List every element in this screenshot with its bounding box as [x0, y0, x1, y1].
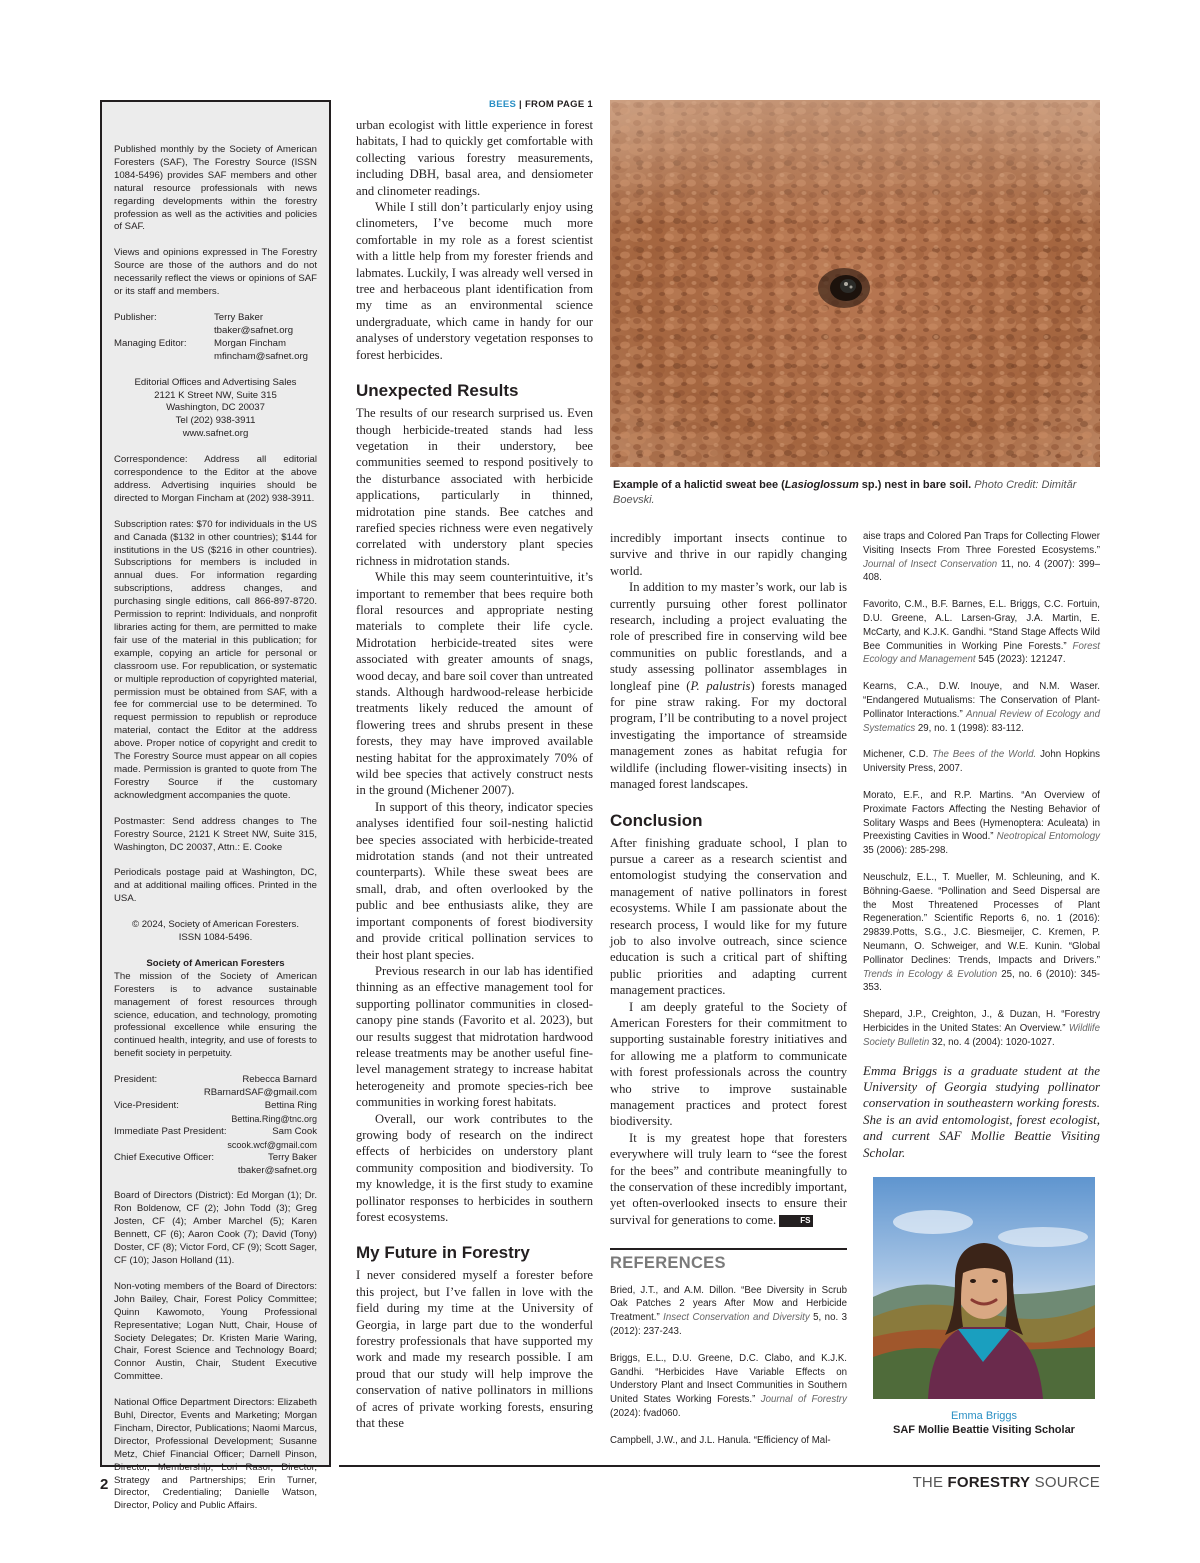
- offices-city: Washington, DC 20037: [166, 402, 265, 414]
- references-heading: REFERENCES: [610, 1248, 847, 1271]
- reference-item: Briggs, E.L., D.U. Greene, D.C. Clabo, and K.J.K. Gandhi. “Herbicides Have Variable Effects on Understory Plant and Insect Communities in Southern United States Working Forests.” Journal of Forestry (2024): fvad060.: [610, 1352, 847, 1420]
- caption-text-end: sp.) nest in bare soil.: [858, 479, 972, 491]
- soil-photo-illustration: [610, 100, 1100, 467]
- reference-item: aise traps and Colored Pan Traps for Collecting Flower Visiting Insects From Three Forested Ecosystems.” Journal of Insect Conservation 11, no. 4 (2007): 399–408.: [863, 531, 1100, 584]
- author-portrait: [873, 1177, 1095, 1399]
- article-paragraph: In support of this theory, indicator species analyses identified four soil-nesting halictid bee species associated with herbicide-treated midrotation stands (and not their untreated counterparts). While these sweat bees are small, drab, and often overlooked by the public and bee enthusiasts alike, they are important components of forest biodiversity and provide critical pollination services to their host plant species.: [356, 799, 593, 962]
- article-paragraph: In addition to my master’s work, our lab is currently pursuing other forest pollinator research, including a project evaluating the role of prescribed fire in conserving wild bee communities on public forestlands, and a study assessing pollinator assemblages in longleaf pine (P. palustris) forests managed for pine straw raking. For my doctoral program, I’ll be contributing to a novel project investigating the importance of streamside management zones as habitat refugia for wildlife (including flower-visiting insects) in managed forest landscapes.: [610, 580, 847, 792]
- past-president-name: Sam Cook: [272, 1125, 317, 1137]
- ceo-label: Chief Executive Officer:: [114, 1151, 215, 1163]
- saf-officers: [114, 1074, 317, 1177]
- caption-text: Example of a halictid sweat bee (: [613, 479, 785, 491]
- offices-street: 2121 K Street NW, Suite 315: [154, 389, 277, 401]
- saf-mission: The mission of the Society of American Foresters is to advance sustainable management of forest resources through science, education, and technology, promoting professional excellence while ensuring the continued health, integrity, and use of forests to benefit society in perpetuity.: [114, 970, 317, 1060]
- photo-caption: [613, 478, 1101, 507]
- article-column-2: [610, 530, 847, 1460]
- board-of-directors: Board of Directors (District): Ed Morgan (1); Dr. Ron Boldenow, CF (2); John Todd (3); Greg Josten, CF (4); Amber Marchel (5); Karen Bennett, CF (6); Aaron Cook (7); David (Tony) Doster, CF (8); Victor Ford, CF (9); Scott Sager, CF (10); Jason Holland (11).: [114, 1190, 317, 1266]
- past-president-email: scook.wcf@gmail.com: [227, 1139, 317, 1150]
- president-email: RBarnardSAF@gmail.com: [203, 1087, 317, 1099]
- article-paragraph: The results of our research surprised us. Even though herbicide-treated stands had less vegetation in their understory, bee communities seemed to respond positively to the disturbance associated with herbicide applications, particularly in thinned, midrotation pine stands. Bee catches and rarefied species richness were even negatively correlated with understory plant species richness in midrotation stands.: [356, 406, 593, 568]
- offices-tel: Tel (202) 938-3911: [175, 415, 256, 427]
- article-paragraph: I am deeply grateful to the Society of American Foresters for their commitment to supporting sustainable forestry initiatives and for allowing me a platform to communicate with forest professionals across the country who strive to improve sustainable management practices and protect forest biodiversity.: [610, 999, 847, 1129]
- vp-email: Bettina.Ring@tnc.org: [231, 1113, 317, 1124]
- bee-nest-photo: [610, 100, 1100, 467]
- masthead-periodicals: Periodicals postage paid at Washington, DC, and at additional mailing offices. Printed in the USA.: [114, 867, 317, 905]
- ceo-email: tbaker@safnet.org: [237, 1164, 317, 1176]
- references-column: [863, 530, 1100, 1170]
- heading-my-future-in-forestry: My Future in Forestry: [356, 1243, 530, 1263]
- caption-species: Lasioglossum: [784, 479, 859, 491]
- article-paragraph: It is my greatest hope that foresters everywhere will truly learn to “see the forest for the bees” and contribute meaningfully to the conservation of these incredibly important, yet often-overlooked insects to ensure their survival for generations to come. FS: [610, 1130, 847, 1227]
- footer-divider: [339, 1465, 1100, 1467]
- ceo-name: Terry Baker: [267, 1151, 317, 1163]
- publisher-name: Terry Baker: [214, 311, 264, 323]
- masthead-intro: Published monthly by the Society of American Foresters (SAF), The Forestry Source (ISSN 1084-5496) provides SAF members and other natural resource professionals with news regarding developments within the forestry profession as well as the activities and policies of SAF.: [114, 144, 317, 233]
- author-bio: Emma Briggs is a graduate student at the University of Georgia studying pollinator conservation in southeastern working forests. She is an avid entomologist, forest ecologist, and current SAF Mollie Beattie Visiting Scholar.: [863, 1062, 1100, 1160]
- end-of-story-mark: FS: [779, 1215, 812, 1227]
- masthead-subscriptions: Subscription rates: $70 for individuals in the US and Canada ($132 in other countries); $144 for institutions in the US ($216 in other countries). Subscriptions for members is included in annual dues. For information regarding subscriptions, address changes, and purchasing single editions, call 866-897-8720. Permission to reprint: Individuals, and nonprofit libraries acting for them, are permitted to make fair use of the material in this publication; for example, copying an article for personal or classroom use. For republication, or systematic or multiple reproduction of copyrighted material, permission must be obtained from SAF, with a fee for commercial use to be determined. To request permission to republish or reproduce material, contact the Editor at the address above. Proper notice of copyright and credit to The Forestry Source must appear on all copies made. Permission is granted to quote from The Forestry Source if the customary acknowledgment accompanies the quote.: [114, 518, 317, 801]
- national-office-directors: National Office Department Directors: Elizabeth Buhl, Director, Events and Marketing; Morgan Fincham, Director, Publications; Naomi Marcus, Director, Professional Development; Susanne Metz, Chief Financial Officer; Darnell Pinson, Director, Membership; Lori Rasor, Director, Strategy and Partnerships; Erin Turner, Director, Credentialing; Danielle Watson, Director, Policy and Public Affairs.: [114, 1397, 317, 1512]
- reference-item: Michener, C.D. The Bees of the World. John Hopkins University Press, 2007.: [863, 749, 1101, 775]
- article-paragraph: After finishing graduate school, I plan to pursue a career as a research scientist and entomologist studying the conservation and management of native pollinators in forest ecosystems. While I am passionate about the research process, I would like for my future job to also involve outreach, since science education is such a critical part of shifting public priorities and adapting current management practices.: [610, 835, 847, 998]
- president-label: President:: [114, 1074, 158, 1086]
- publication-name: THE FORESTRY SOURCE: [912, 1474, 1100, 1491]
- offices-title: Editorial Offices and Advertising Sales: [134, 376, 297, 388]
- continued-from-label: [430, 99, 593, 110]
- reference-item: Neuschulz, E.L., T. Mueller, M. Schleuning, and K. Böhning-Gaese. “Pollination and Seed Dispersal are the Most Threatened Processes of Plant Regeneration.” Scientific Reports 6, no. 1 (2016): 29839.Potts, S.G., J.C. Biesmeijer, C. Kremen, P. Neumann, O. Schweiger, and W.E. Kunin. “Global Pollinator Declines: Trends, Impacts and Drivers.” Trends in Ecology & Evolution 25, no. 6 (2010): 345-353.: [863, 871, 1100, 994]
- past-president-label: Immediate Past President:: [114, 1125, 227, 1137]
- reference-item: Shepard, J.P., Creighton, J., & Duzan, H. “Forestry Herbicides in the United States: An Overview.” Wildlife Society Bulletin 32, no. 4 (2004): 1020-1027.: [863, 1009, 1100, 1048]
- heading-conclusion: Conclusion: [610, 810, 703, 830]
- portrait-illustration: [873, 1177, 1095, 1399]
- continued-section: BEES: [489, 99, 517, 110]
- editorial-offices: [114, 377, 317, 442]
- publisher-label: Publisher:: [114, 311, 157, 323]
- vp-name: Bettina Ring: [264, 1100, 317, 1111]
- masthead-views: Views and opinions expressed in The Forestry Source are those of the authors and do not necessarily reflect the views or opinions of SAF or its staff and members.: [114, 247, 317, 298]
- reference-item: Campbell, J.W., and J.L. Hanula. “Efficiency of Mal-: [610, 1434, 831, 1446]
- article-paragraph: urban ecologist with little experience in forest habitats, I had to quickly get comfortable with collecting various forestry measurements, including DBH, basal area, and densiometer and clinometer readings.: [356, 118, 593, 198]
- publisher-email: tbaker@safnet.org: [214, 324, 294, 336]
- article-paragraph: I never considered myself a forester before this project, but I’ve fallen in love with the field during my time at the University of Georgia, in large part due to the wonderful forestry professionals that have supported my work and made my research possible. I am proud that our study will help improve the conservation of native pollinators in millions of acres of private working forests, ensuring that these: [356, 1268, 593, 1431]
- masthead-postmaster: Postmaster: Send address changes to The Forestry Source, 2121 K Street NW, Suite 315, Washington, DC 20037, Attn.: E. Cooke: [114, 815, 317, 853]
- offices-web: www.safnet.org: [182, 428, 249, 440]
- masthead-correspondence: Correspondence: Address all editorial correspondence to the Editor at the above address. Advertising inquiries should be directed to Morgan Fincham at (202) 938-3911.: [114, 454, 317, 504]
- article-paragraph: incredibly important insects continue to survive and thrive in our rapidly changing world.: [610, 531, 847, 578]
- editor-label: Managing Editor:: [114, 337, 187, 349]
- nonvoting-members: Non-voting members of the Board of Directors: John Bailey, Chair, Forest Policy Committee; Quinn Kawomoto, Young Professional Representative; Logan Nutt, Chair, House of Society Delegates; Dr. Kristen Marie Waring, Chair, Forest Science and Technology Board; Connor Austin, Chair, Student Executive Committee.: [114, 1280, 317, 1383]
- editor-email: mfincham@safnet.org: [214, 350, 308, 362]
- continued-page: | FROM PAGE 1: [516, 99, 593, 110]
- article-column-1: [356, 117, 593, 1447]
- article-paragraph: Previous research in our lab has identified thinning as an effective management tool for supporting pollinator communities in closed-canopy pine stands (Favorito et al. 2023), but our results suggest that midrotation hardwood release treatments may be another useful fine-level management strategy to increase habitat heterogeneity and promote species-rich bee communities in working forest habitats.: [356, 963, 593, 1110]
- editor-name: Morgan Fincham: [214, 337, 286, 349]
- copyright-line: © 2024, Society of American Foresters.: [131, 919, 300, 931]
- president-name: Rebecca Barnard: [242, 1074, 317, 1086]
- reference-item: Morato, E.F., and R.P. Martins. “An Overview of Proximate Factors Affecting the Nesting Behavior of Solitary Wasps and Bees (Hymenoptera: Aculeata) in Preexisting Cavities in Wood.” Neotropical Entomology 35 (2006): 285-298.: [863, 789, 1101, 857]
- reference-item: Bried, J.T., and A.M. Dillon. “Bee Diversity in Scrub Oak Patches 2 years After Mow and Herbicide Treatment.” Insect Conservation and Diversity 5, no. 3 (2012): 237-243.: [610, 1284, 847, 1338]
- issn-line: ISSN 1084-5496.: [178, 932, 253, 944]
- masthead-sidebar: [100, 100, 331, 1512]
- portrait-name: Emma Briggs: [950, 1410, 1018, 1422]
- saf-heading: Society of American Foresters: [146, 957, 285, 969]
- portrait-title: SAF Mollie Beattie Visiting Scholar: [893, 1424, 1075, 1436]
- masthead-staff: [114, 312, 317, 364]
- copyright-block: [114, 919, 317, 945]
- photo-credit: Photo Credit: Dimităr Boevski.: [613, 479, 1077, 506]
- article-paragraph: Overall, our work contributes to the growing body of research on the indirect effects of herbicides on understory plant community composition and biodiversity. To my knowledge, it is the first study to examine pollinator responses to herbicides in southern forest ecosystems.: [356, 1111, 593, 1224]
- reference-item: Favorito, C.M., B.F. Barnes, E.L. Briggs, C.C. Fortuin, D.U. Greene, A.L. Larsen-Gray, J.A. Martin, E. McCarty, and K.J.K. Gandhi. “Stand Stage Affects Wild Bee Communities in Working Pine Forests.” Forest Ecology and Management 545 (2023): 121247.: [863, 599, 1100, 666]
- article-paragraph: While this may seem counterintuitive, it’s important to remember that bees require both floral resources and appropriate nesting materials to complete their life cycle. Midrotation herbicide-treated sites were associated with greater amounts of snags, wood decay, and bare soil cover than untreated stands. Although hardwood-release herbicide treatments likely reduced the amount of flowering trees and shrubs present in these forests, they may have improved available nesting habitat for the approximately 70% of wild bee species that actively construct nests in the ground (Michener 2007).: [356, 570, 593, 798]
- reference-item: Kearns, C.A., D.W. Inouye, and N.M. Waser. “Endangered Mutualisms: The Conservation of Plant-Pollinator Interactions.” Annual Review of Ecology and Systematics 29, no. 1 (1998): 83-112.: [863, 681, 1100, 734]
- page-number: 2: [100, 1476, 109, 1493]
- heading-unexpected-results: Unexpected Results: [356, 381, 519, 401]
- article-paragraph: While I still don’t particularly enjoy using clinometers, I’ve become much more comfortable in my role as a forest scientist with a little help from my forester friends and labmates. Luckily, I was already well versed in tree and herbaceous plant identification from my time as an environmental science undergraduate, which came in handy for our analyses of understory vegetation responses to forest herbicides.: [356, 200, 593, 362]
- vp-label: Vice-President:: [114, 1100, 179, 1111]
